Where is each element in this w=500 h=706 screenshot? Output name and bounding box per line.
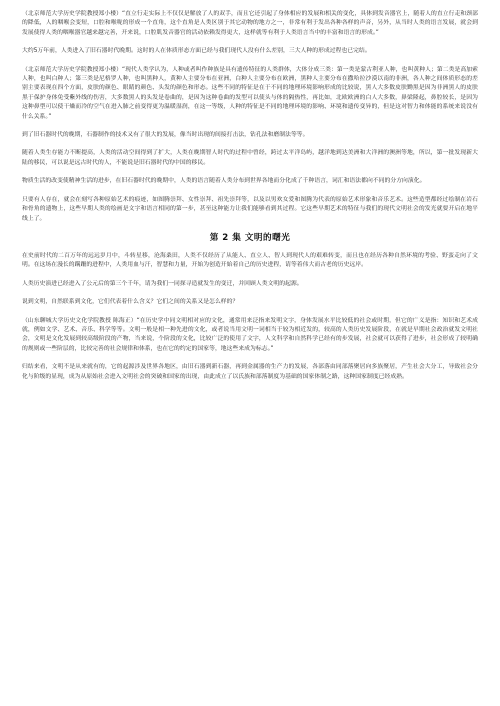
chapter-heading-text: 第 2 集 文明的曙光 xyxy=(209,232,291,243)
chapter-heading xyxy=(22,233,478,244)
paragraph: 说到文明，自然联系到文化，它们代表着什么含义？它们之间的关系又是怎么样的？ xyxy=(22,299,239,306)
section-before xyxy=(22,10,478,224)
paragraph: 到了旧石器时代的晚期，石器制作的技术又有了很大的发展，像当时出现的间接打击法，钻孔法和磨制法等等。 xyxy=(22,132,309,139)
paragraph: 归结来看，文明不是从来就有的，它的起源涉及世界各地区，由旧石器到新石器，再到金属器的生产力的发展，各部落由同部落聚居向多族聚居，产生社会大分工，导致社会分化与阶级的显现，成为从原始社会进入文明社会的突破和国家的出现，由此成立了以氏族和部落制度为基础的国家体制之路，这种国家制度已经成熟。 xyxy=(22,364,478,380)
paragraph: （北京师范大学历史学院教授郑小楼）“直立行走实际上不仅仅是解放了人的双手，而且它还引起了身体相应的发展和相关的变化，具体到发音器官上，随着人的直立行走和颈部的降低，人的咽喉会变短，口腔和喉咙的形成一个直角，这个直角是人类区别于其它动物的地方之一，非常有利于发出各种各样的声音，另外，从当时人类的语言发展，就会到发展使得人类的咽喉器官越来越完善，开来说，口腔肌发音器官的活动依赖发得更大，这样就等有利于人类语言当中的丰富和语言的形成。” xyxy=(22,11,478,36)
paragraph: （北京师范大学历史学院教授郑小楼）“现代人类学认为，人种或者叫作种族是具有遗传特征的人类群体，大体分成三类：第一类是蒙古利亚人种，也叫黄种人；第二类是高加索人种，也叫白种人；第三类是尼格罗人种，也叫黑种人，黄种人主要分布在亚洲，白种人主要分布在欧洲，黑种人主要分布在撒哈拉沙漠以南的非洲，各人种之间体质形态的差别主要表现在四个方面，皮肤的颜色、眼睛的颜色、头发的颜色和形态。这些不同的特征是在于不同的地理环境影响形成的比较说，黑人大多数皮肤黝黑是因为非洲黑人的皮肤黑于保护身体免受紫外线的伤害，大多数黑人的头发是卷曲的，是因为这种卷曲的发型可以使头与体的隔热性，再比如，北欧欧洲的白人大多数，鼻梁隆起，鼻腔较长，是因为这种鼻型可以使干燥而冷的空气在进入肺之前变得更为温暖湿润，在这一等级，人种的特征是不同的地理环境的影响、环境和遗传变异的，但是这对智力和体能的系统来说没有什么关系。” xyxy=(22,66,478,120)
paragraph: 随着人类生存能力不断提高，人类的活动空间得到了扩大，人类在晚期智人时代的过程中曾经，跨过太平洋岛屿，越洋地到达美洲和大洋洲的澳洲等地，所以，第一批发现新大陆的移民，可以说是远古时代的人，不能说是旧石器时代的中国的移民。 xyxy=(22,150,478,166)
paragraph: 人类历史演进已经进入了公元后的第三个千年，请为我们一同探寻造就发生的变迁，并回顾人类文明的起源。 xyxy=(22,280,303,287)
paragraph: （山东聊城大学历史文化学院教授 陈海正）“在历史学中同文明相对应的文化，通常用来泛指来发明文字，身体发展水平比较低的社会或时期，但它的广义是指：知识和艺术成就，例如文学、艺术、音乐、科学等等。文明一般是相一种先进的文化，或者说当用文明一词相当于较为相近发的，较高的人类历史发展阶段，在就是早期社会政治就发文明社会，文明是文化发展到较高级阶段的产物，当来说，个阶段的文化，比较广泛的使用了文字，人文科学和自然科学已经有的步发展，社会就可以获得了进步，社会形成了较明确的规则或一些阶层的，比较完善的社会规律和体系，也在它的约定的国家等，地这些来成为标志。” xyxy=(22,317,478,352)
paragraph: 物质生活的改变使精神生活的进步，在旧石器时代的晚期中，人类的语言随着人类分布到世界各地而分化成了千种语言，词汇和语法都向不同的分方向演化。 xyxy=(22,178,426,185)
section-after xyxy=(22,252,478,382)
paragraph: 大约5万年前，人类进入了旧石器时代晚期。这时的人在体质形态方面已经与我们现代人没有什么差别，三大人种的形成过程也已完结。 xyxy=(22,48,371,55)
paragraph: 在史前时代的二百万年的远远岁月中，斗转星移，沧海桑田，人类不仅经历了从能人、直立人、智人到现代人的艰难转变，而且也在经历各种自然环境的考验、野蛮走向了文明。在这场在漫长的蹒跚的进程中，人类用血与汗，智慧和力量，开始为创造开始着自己的历史进程，请等着伟大而古老的历史远岸。 xyxy=(22,252,478,269)
paragraph: 只要有人存在，就会在刻写各种原始艺术的痕迹，如图腾崇拜、女性崇拜、祖先崇拜等，以及以男欢女爱和图腾为代表的原始艺术形象和音乐艺术。这些造型都经过绘制在岩石和骨角的遗物上，这些早期人类的绘画是文字和语言相同的第一步，甚至这种能力让我们能够看到其过程。它这些早期艺术的特征与我们的现代文明社会的发光就要开启在地平线上了。 xyxy=(22,196,478,222)
